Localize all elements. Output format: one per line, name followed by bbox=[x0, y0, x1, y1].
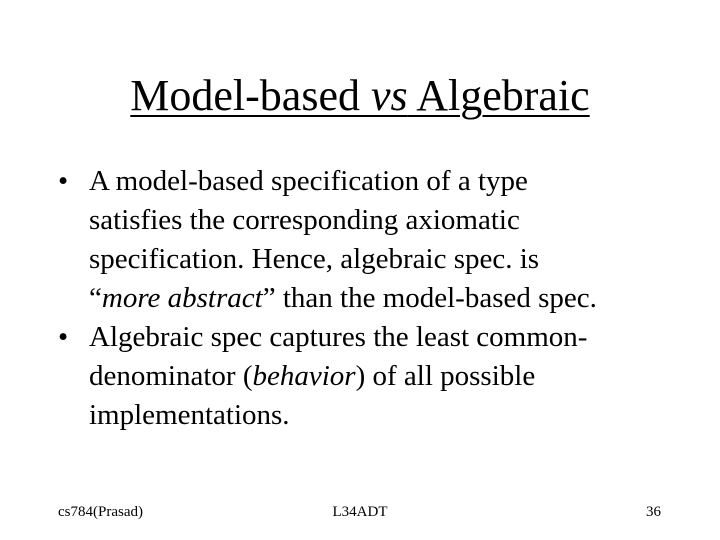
bullet-line bbox=[89, 357, 678, 396]
bullet-line bbox=[89, 279, 678, 318]
bullet-marker: • bbox=[58, 321, 69, 353]
bullet-list bbox=[58, 162, 678, 435]
title-part-2-italic: vs bbox=[371, 71, 408, 120]
bullet-item bbox=[58, 318, 678, 435]
bullet-text: Algebraic spec captures the least common- bbox=[89, 321, 588, 353]
title-part-3: Algebraic bbox=[407, 71, 590, 120]
footer-left: cs784(Prasad) bbox=[58, 504, 143, 520]
bullet-text: “ bbox=[89, 282, 102, 314]
footer-center: L34ADT bbox=[332, 504, 388, 520]
bullet-line bbox=[89, 396, 678, 435]
bullet-text: ) of all possible bbox=[355, 360, 536, 392]
bullet-line bbox=[89, 201, 678, 240]
bullet-line bbox=[89, 318, 678, 357]
footer-page-number: 36 bbox=[646, 504, 661, 520]
slide-title bbox=[0, 70, 720, 122]
bullet-text: A model-based specification of a type bbox=[89, 165, 528, 197]
bullet-line bbox=[89, 240, 678, 279]
bullet-text: implementations. bbox=[89, 399, 290, 431]
title-part-1: Model-based bbox=[130, 71, 371, 120]
bullet-line bbox=[89, 162, 678, 201]
bullet-text: satisfies the corresponding axiomatic bbox=[89, 204, 520, 236]
bullet-text: denominator ( bbox=[89, 360, 253, 392]
slide-title-text bbox=[130, 71, 589, 120]
bullet-marker: • bbox=[58, 165, 69, 197]
bullet-text-italic: more abstract bbox=[101, 282, 263, 314]
bullet-text: specification. Hence, algebraic spec. is bbox=[89, 243, 540, 275]
bullet-text-italic: behavior bbox=[252, 360, 356, 392]
bullet-item bbox=[58, 162, 678, 318]
bullet-text: ” than the model-based spec. bbox=[262, 282, 597, 314]
